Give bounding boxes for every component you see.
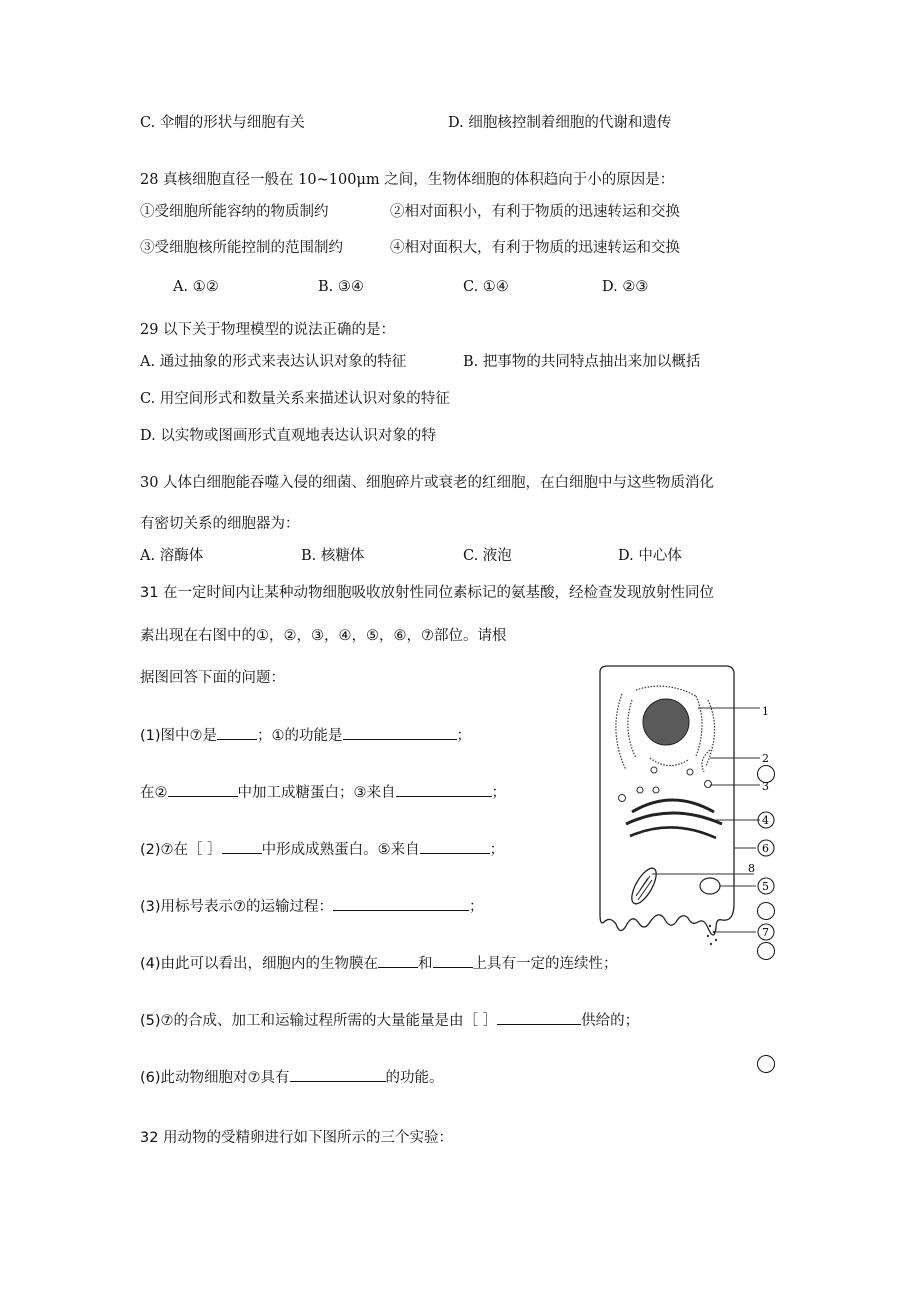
- answer-circle: [757, 1055, 775, 1073]
- q30-stem-line-2: 有密切关系的细胞器为：: [140, 516, 300, 532]
- q31-sub-2-text-c: ；: [489, 842, 505, 858]
- q31-sub-1-text-e: 中加工成糖蛋白；③来自: [237, 785, 396, 801]
- q29-stem: 29 以下关于物理模型的说法正确的是：: [140, 322, 396, 338]
- q31-sub-1-text-c: ；: [456, 728, 472, 744]
- answer-blank[interactable]: [497, 1010, 581, 1025]
- q27-option-c: C. 伞帽的形状与细胞有关: [140, 115, 305, 131]
- q31-sub-6-text-a: (6)此动物细胞对⑦具有: [140, 1070, 290, 1086]
- q31-sub-5-text-a: (5)⑦的合成、加工和运输过程所需的大量能量是由［ ］: [140, 1013, 498, 1029]
- answer-circle: [757, 765, 775, 783]
- q28-item-3: ③受细胞核所能控制的范围制约: [140, 240, 343, 256]
- nucleus: [643, 699, 689, 745]
- q31-sub-2-text-b: 中形成成熟蛋白。⑤来自: [261, 842, 420, 858]
- q28-item-2: ②相对面积小，有利于物质的迅速转运和交换: [390, 204, 680, 220]
- q28-option-a: A. ①②: [173, 279, 219, 295]
- label-3: 3: [762, 780, 769, 793]
- q28-option-b: B. ③④: [318, 279, 364, 295]
- label-8: 8: [748, 862, 755, 875]
- q30-stem-line-1: 30 人体白细胞能吞噬入侵的细菌、细胞碎片或衰老的红细胞，在白细胞中与这些物质消化: [140, 475, 715, 491]
- q31-sub-3-text-a: (3)用标号表示⑦的运输过程：: [140, 899, 334, 915]
- q31-sub-6-text-b: 的功能。: [385, 1070, 444, 1086]
- answer-circle: [757, 942, 775, 960]
- answer-blank[interactable]: [343, 725, 457, 740]
- label-7: 7: [762, 926, 769, 939]
- q31-sub-6: [140, 1067, 444, 1088]
- q28-item-4: ④相对面积大，有利于物质的迅速转运和交换: [390, 240, 680, 256]
- q31-stem-line-1: 31 在一定时间内让某种动物细胞吸收放射性同位素标记的氨基酸，经检查发现放射性同位: [140, 585, 715, 601]
- answer-blank[interactable]: [222, 839, 262, 854]
- answer-blank[interactable]: [378, 953, 418, 968]
- q28-option-d: D. ②③: [602, 279, 649, 295]
- secretory-vesicle: [700, 878, 720, 894]
- q31-sub-1-line-2: [140, 782, 506, 803]
- q31-sub-2: [140, 839, 504, 860]
- q31-stem-line-3: 据图回答下面的问题：: [140, 670, 285, 686]
- q31-sub-4-text-b: 和: [418, 956, 433, 972]
- answer-blank[interactable]: [168, 782, 238, 797]
- q30-option-a: A. 溶酶体: [140, 548, 204, 564]
- answer-blank[interactable]: [217, 725, 257, 740]
- label-4: 4: [762, 814, 769, 827]
- label-1: 1: [762, 705, 769, 718]
- label-6: 6: [762, 842, 769, 855]
- q31-sub-1-line-1: [140, 725, 471, 746]
- q31-sub-1-text-d: 在②: [140, 785, 168, 801]
- q31-sub-4-text-a: (4)由此可以看出，细胞内的生物膜在: [140, 956, 379, 972]
- q29-option-d: D. 以实物或图画形式直观地表达认识对象的特: [140, 428, 436, 444]
- mitochondrion: [627, 865, 661, 908]
- q28-item-1: ①受细胞所能容纳的物质制约: [140, 204, 329, 220]
- label-5: 5: [762, 880, 769, 893]
- q31-stem-line-2: 素出现在右图中的①，②，③，④，⑤，⑥，⑦部位。请根: [140, 628, 507, 644]
- answer-blank[interactable]: [333, 896, 469, 911]
- label-2: 2: [762, 752, 769, 765]
- answer-circle: [757, 902, 775, 920]
- answer-blank[interactable]: [396, 782, 492, 797]
- q27-option-d: D. 细胞核控制着细胞的代谢和遗传: [448, 115, 672, 131]
- q31-sub-1-text-b: ；①的功能是: [257, 728, 343, 744]
- q31-sub-1-text-a: (1)图中⑦是: [140, 728, 218, 744]
- q30-option-c: C. 液泡: [463, 548, 512, 564]
- cell-illustration: [592, 660, 792, 970]
- q29-option-b: B. 把事物的共同特点抽出来加以概括: [463, 354, 701, 370]
- rough-er: [628, 700, 636, 758]
- q30-option-b: B. 核糖体: [301, 548, 365, 564]
- q32-stem: 32 用动物的受精卵进行如下图所示的三个实验：: [140, 1130, 454, 1146]
- q31-sub-3: [140, 896, 484, 917]
- q29-option-a: A. 通过抽象的形式来表达认识对象的特征: [140, 354, 407, 370]
- q28-option-c: C. ①④: [463, 279, 509, 295]
- q30-option-d: D. 中心体: [618, 548, 682, 564]
- golgi-apparatus: [632, 800, 714, 812]
- answer-blank[interactable]: [420, 839, 490, 854]
- q28-stem: 28 真核细胞直径一般在 10~100μm 之间，生物体细胞的体积趋向于小的原因是：: [140, 172, 675, 188]
- q31-sub-4-text-c: 上具有一定的连续性；: [472, 956, 618, 972]
- q29-option-c: C. 用空间形式和数量关系来描述认识对象的特征: [140, 391, 450, 407]
- q31-sub-5: [140, 1010, 639, 1031]
- q31-sub-5-text-b: 供给的；: [581, 1013, 640, 1029]
- q31-sub-3-text-b: ；: [469, 899, 484, 915]
- animal-cell-diagram: [592, 660, 792, 970]
- q31-sub-4: [140, 953, 618, 974]
- q31-sub-1-text-f: ；: [491, 785, 506, 801]
- q31-sub-2-text-a: (2)⑦在［ ］: [140, 842, 222, 858]
- answer-blank[interactable]: [433, 953, 473, 968]
- answer-blank[interactable]: [290, 1067, 386, 1082]
